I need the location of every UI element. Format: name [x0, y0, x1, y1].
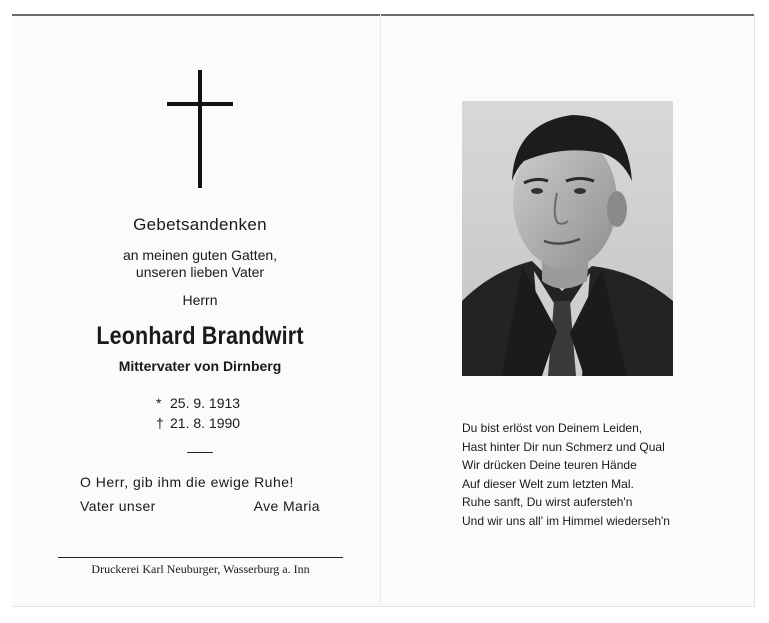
poem-line: Auf dieser Welt zum letzten Mal.	[462, 476, 634, 491]
death-row	[156, 413, 240, 433]
deceased-name: Leonhard Brandwirt	[96, 322, 304, 350]
dedication-line-2: unseren lieben Vater	[135, 264, 265, 280]
salutation: Herrn	[182, 292, 218, 308]
card-fold	[380, 14, 381, 604]
printer-credit: Druckerei Karl Neuburger, Wasserburg a. Inn	[91, 562, 310, 576]
latin-cross-icon	[167, 70, 233, 188]
footer-rule	[58, 557, 343, 558]
portrait-illustration	[462, 101, 673, 376]
dedication-line-1: an meinen guten Gatten,	[122, 247, 278, 263]
poem-line: Hast hinter Dir nun Schmerz und Qual	[462, 439, 665, 454]
birth-date: 25. 9. 1913	[170, 395, 241, 411]
poem-line: Ruhe sanft, Du wirst aufersteh'n	[462, 495, 633, 509]
farm-title: Mittervater von Dirnberg	[118, 358, 282, 374]
poem-line: Wir drücken Deine teuren Hände	[462, 458, 637, 472]
death-date: 21. 8. 1990	[170, 415, 241, 431]
life-dates	[156, 393, 240, 433]
card-title: Gebetsandenken	[133, 215, 267, 234]
portrait-photo	[462, 101, 673, 376]
death-dagger-icon: †	[156, 415, 164, 431]
poem-line: Du bist erlöst von Deinem Leiden,	[462, 421, 643, 435]
birth-row	[156, 393, 240, 413]
poem-line: Und wir uns all' im Himmel wiederseh'n	[462, 513, 670, 528]
divider-dash	[187, 452, 213, 453]
memorial-poem	[462, 419, 670, 530]
prayer-ave-maria: Ave Maria	[253, 498, 320, 514]
prayer-vater-unser: Vater unser	[80, 498, 156, 514]
birth-star-icon: *	[156, 395, 162, 411]
prayer-line: O Herr, gib ihm die ewige Ruhe!	[80, 474, 294, 490]
prayer-requests	[80, 498, 320, 514]
